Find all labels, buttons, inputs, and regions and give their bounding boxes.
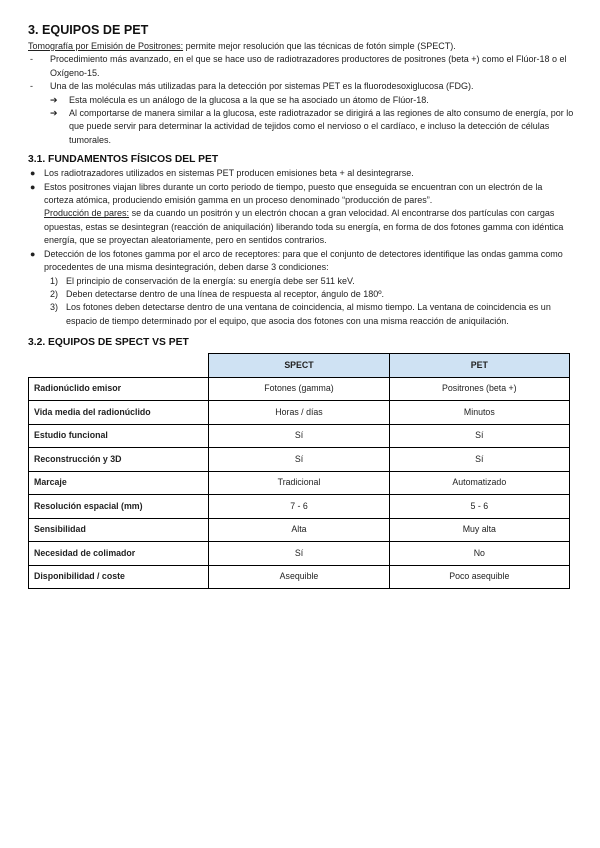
row-label: Resolución espacial (mm) (29, 495, 209, 519)
spect-cell: Sí (209, 542, 389, 566)
pet-cell: No (389, 542, 569, 566)
list-number: 3) (50, 302, 59, 313)
table-row (29, 518, 570, 542)
arrow-list-item (28, 94, 574, 107)
pet-cell: Muy alta (389, 518, 569, 542)
row-label: Sensibilidad (29, 518, 209, 542)
column-header-pet: PET (389, 354, 569, 378)
arrow-right-icon: ➔ (50, 108, 58, 119)
list-number: 1) (50, 275, 59, 286)
numbered-list-item (28, 288, 574, 301)
table-row (29, 448, 570, 472)
pet-cell: 5 - 6 (389, 495, 569, 519)
numbered-list-item (28, 275, 574, 288)
spect-cell: Fotones (gamma) (209, 377, 389, 401)
bullet-icon: ● (30, 248, 36, 259)
arrow-item-text: Al comportarse de manera similar a la glucosa, este radiotrazador se dirigirá a las regiones de alto consumo de energía, por lo que puede servir para determinar la actividad de tejidos como el nervioso o el cardíaco, e incluso la detección de células tumorales. (69, 108, 574, 145)
arrow-list-item (28, 107, 574, 147)
arrow-right-icon: ➔ (50, 94, 58, 105)
row-label: Necesidad de colimador (29, 542, 209, 566)
spect-cell: Tradicional (209, 471, 389, 495)
table-corner-cell (29, 354, 209, 378)
bullet-icon: ● (30, 181, 36, 192)
dash-item-text: Una de las moléculas más utilizadas para la detección por sistemas PET es la fluorodesoxiglucosa (FDG). (50, 81, 474, 92)
pet-cell: Poco asequible (389, 565, 569, 589)
section-3-title: 3. EQUIPOS DE PET (28, 23, 149, 37)
dash-item-text: Procedimiento más avanzado, en el que se hace uso de radiotrazadores productores de positrones (beta +) como el Flúor-18 o el Oxígeno-15. (50, 54, 567, 78)
spect-cell: Alta (209, 518, 389, 542)
intro-term: Tomografía por Emisión de Positrones: (28, 41, 184, 51)
table-row (29, 401, 570, 425)
section-3-1-title: 3.1. FUNDAMENTOS FÍSICOS DEL PET (28, 154, 219, 166)
pet-cell: Sí (389, 424, 569, 448)
dash-list-item (28, 53, 574, 80)
row-label: Reconstrucción y 3D (29, 448, 209, 472)
dash-marker: - (30, 54, 33, 65)
bullet-icon: ● (30, 168, 36, 179)
row-label: Estudio funcional (29, 424, 209, 448)
section-3-2-title: 3.2. EQUIPOS DE SPECT VS PET (28, 337, 189, 349)
pet-cell: Positrones (beta +) (389, 377, 569, 401)
row-label: Disponibilidad / coste (29, 565, 209, 589)
spect-cell: 7 - 6 (209, 495, 389, 519)
pet-cell: Minutos (389, 401, 569, 425)
table-row (29, 471, 570, 495)
bullet-list-item (28, 181, 574, 208)
column-header-spect: SPECT (209, 354, 389, 378)
dash-marker: - (30, 81, 33, 92)
table-row (29, 565, 570, 589)
row-label: Vida media del radionúclido (29, 401, 209, 425)
intro-paragraph (28, 40, 574, 53)
row-label: Marcaje (29, 471, 209, 495)
table-row (29, 424, 570, 448)
spect-cell: Sí (209, 448, 389, 472)
condition-text: El principio de conservación de la energía: su energía debe ser 511 keV. (66, 275, 355, 286)
spect-cell: Asequible (209, 565, 389, 589)
table-header-row (29, 354, 570, 378)
bullet-text: Estos positrones viajan libres durante un corto periodo de tiempo, puesto que enseguida se encuentran con un electrón de la corteza atómica, produciendo emisión gamma en un proceso denominado “producción de pares”. (44, 181, 543, 206)
condition-text: Deben detectarse dentro de una línea de respuesta al receptor, ángulo de 180º. (66, 288, 385, 299)
pet-cell: Sí (389, 448, 569, 472)
table-row (29, 377, 570, 401)
row-label: Radionúclido emisor (29, 377, 209, 401)
comparison-table (28, 353, 570, 589)
pares-text: se da cuando un positrón y un electrón chocan a gran velocidad. Al encontrarse dos partículas con cargas opuestas, estas se desintegran (reacción de aniquilación) liberando toda su energía, en forma de dos fotones gamma con idéntica energía, que se proyectan aleatoriamente, pero en sentidos contrarios. (44, 208, 564, 246)
spect-cell: Horas / días (209, 401, 389, 425)
document-page (28, 22, 574, 589)
bullet-list-item (28, 248, 574, 275)
pet-cell: Automatizado (389, 471, 569, 495)
condition-text: Los fotones deben detectarse dentro de una ventana de coincidencia, al mismo tiempo. La ventana de coincidencia es un espacio de tiempo determinado por el equipo, que asocia dos fotones con una misma reacción de aniquilación. (66, 302, 551, 326)
list-number: 2) (50, 288, 59, 299)
dash-list-item (28, 80, 574, 93)
numbered-list-item (28, 301, 574, 328)
pares-paragraph (28, 207, 574, 247)
bullet-text: Los radiotrazadores utilizados en sistemas PET producen emisiones beta + al desintegrarse. (44, 168, 414, 179)
pares-term: Producción de pares: (44, 208, 130, 219)
arrow-item-text: Esta molécula es un análogo de la glucosa a la que se ha asociado un átomo de Flúor-18. (69, 94, 429, 105)
bullet-text: Detección de los fotones gamma por el arco de receptores: para que el conjunto de detectores identifique las ondas gamma como procedentes de una misma desintegración, deben darse 3 condiciones: (44, 248, 563, 273)
spect-cell: Sí (209, 424, 389, 448)
intro-text: permite mejor resolución que las técnicas de fotón simple (SPECT). (183, 41, 456, 51)
bullet-list-item (28, 167, 574, 180)
table-row (29, 495, 570, 519)
table-row (29, 542, 570, 566)
